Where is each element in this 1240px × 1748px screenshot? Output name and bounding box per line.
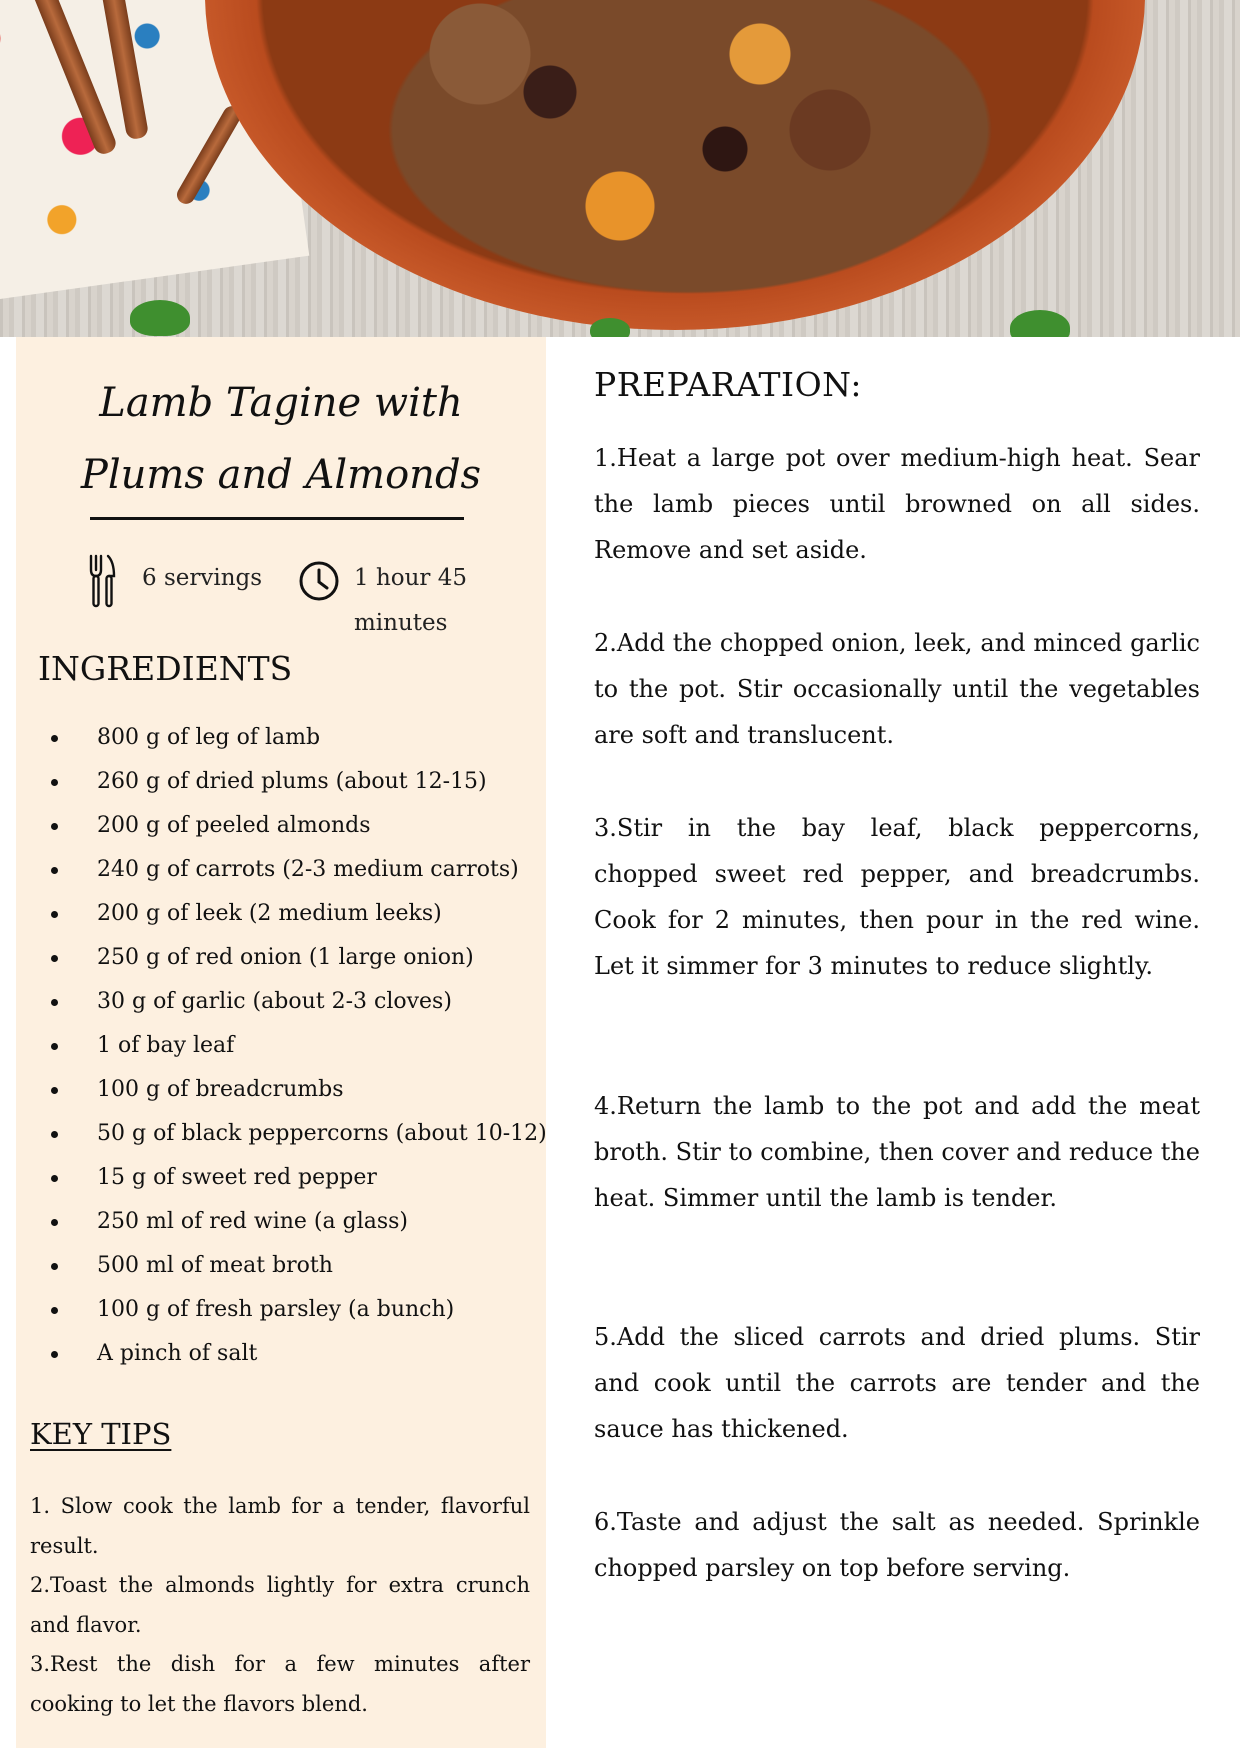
ingredient-item: 250 ml of red wine (a glass) (40, 1200, 540, 1244)
servings-info (88, 554, 268, 654)
preparation-step: 5.Add the sliced carrots and dried plums. Stir and cook until the carrots are tender and the sauce has thickened. (594, 1323, 1200, 1443)
key-tip-item: 3.Rest the dish for a few minutes after cooking to let the flavors blend. (30, 1652, 530, 1716)
ingredient-item: 50 g of black peppercorns (about 10-12) (40, 1112, 540, 1156)
ingredient-item: 100 g of fresh parsley (a bunch) (40, 1288, 540, 1332)
ingredient-item: 200 g of leek (2 medium leeks) (40, 892, 540, 936)
title-underline (90, 517, 464, 520)
ingredient-item: 240 g of carrots (2-3 medium carrots) (40, 848, 540, 892)
key-tip-item: 1. Slow cook the lamb for a tender, flavorful result. (30, 1494, 530, 1558)
preparation-step: 4.Return the lamb to the pot and add the meat broth. Stir to combine, then cover and reduce the heat. Simmer until the lamb is tender. (594, 1092, 1200, 1212)
ingredient-item: 200 g of peeled almonds (40, 804, 540, 848)
ingredients-heading: INGREDIENTS (38, 649, 293, 688)
key-tip-item: 2.Toast the almonds lightly for extra crunch and flavor. (30, 1573, 530, 1637)
ingredient-item: 30 g of garlic (about 2-3 cloves) (40, 980, 540, 1024)
parsley-garnish (1010, 310, 1070, 337)
preparation-step: 1.Heat a large pot over medium-high heat. Sear the lamb pieces until browned on all sides. Remove and set aside. (594, 444, 1200, 564)
ingredient-item: 15 g of sweet red pepper (40, 1156, 540, 1200)
preparation-step: 3.Stir in the bay leaf, black peppercorns, chopped sweet red pepper, and breadcrumbs. Cook for 2 minutes, then pour in the red wine. Let it simmer for 3 minutes to reduce slightly. (594, 814, 1200, 980)
preparation-step: 2.Add the chopped onion, leek, and minced garlic to the pot. Stir occasionally until the vegetables are soft and translucent. (594, 629, 1200, 749)
key-tips-list (30, 1487, 530, 1724)
preparation-step: 6.Taste and adjust the salt as needed. Sprinkle chopped parsley on top before serving. (594, 1508, 1200, 1582)
fork-knife-icon (88, 554, 116, 608)
time-text-line-1: 1 hour 45 (354, 565, 467, 591)
recipe-title-line-1: Lamb Tagine with (99, 380, 463, 426)
parsley-garnish (590, 318, 630, 337)
key-tips-heading: KEY TIPS (30, 1417, 172, 1451)
preparation-heading: PREPARATION: (594, 365, 862, 404)
ingredient-item: 250 g of red onion (1 large onion) (40, 936, 540, 980)
ingredient-item: 500 ml of meat broth (40, 1244, 540, 1288)
hero-dish-photo (0, 0, 1240, 337)
recipe-info-panel (16, 337, 546, 1748)
time-text-line-2: minutes (354, 610, 448, 636)
ingredient-item: 800 g of leg of lamb (40, 716, 540, 760)
ingredient-item: A pinch of salt (40, 1332, 540, 1376)
parsley-garnish (130, 300, 190, 336)
recipe-title-line-2: Plums and Almonds (80, 452, 482, 498)
ingredients-list (40, 716, 547, 1376)
servings-text: 6 servings (142, 565, 263, 591)
recipe-title (76, 367, 486, 511)
clock-icon (298, 560, 340, 602)
ingredient-item: 260 g of dried plums (about 12-15) (40, 760, 540, 804)
ingredient-item: 100 g of breadcrumbs (40, 1068, 540, 1112)
time-info (298, 554, 498, 654)
ingredient-item: 1 of bay leaf (40, 1024, 540, 1068)
